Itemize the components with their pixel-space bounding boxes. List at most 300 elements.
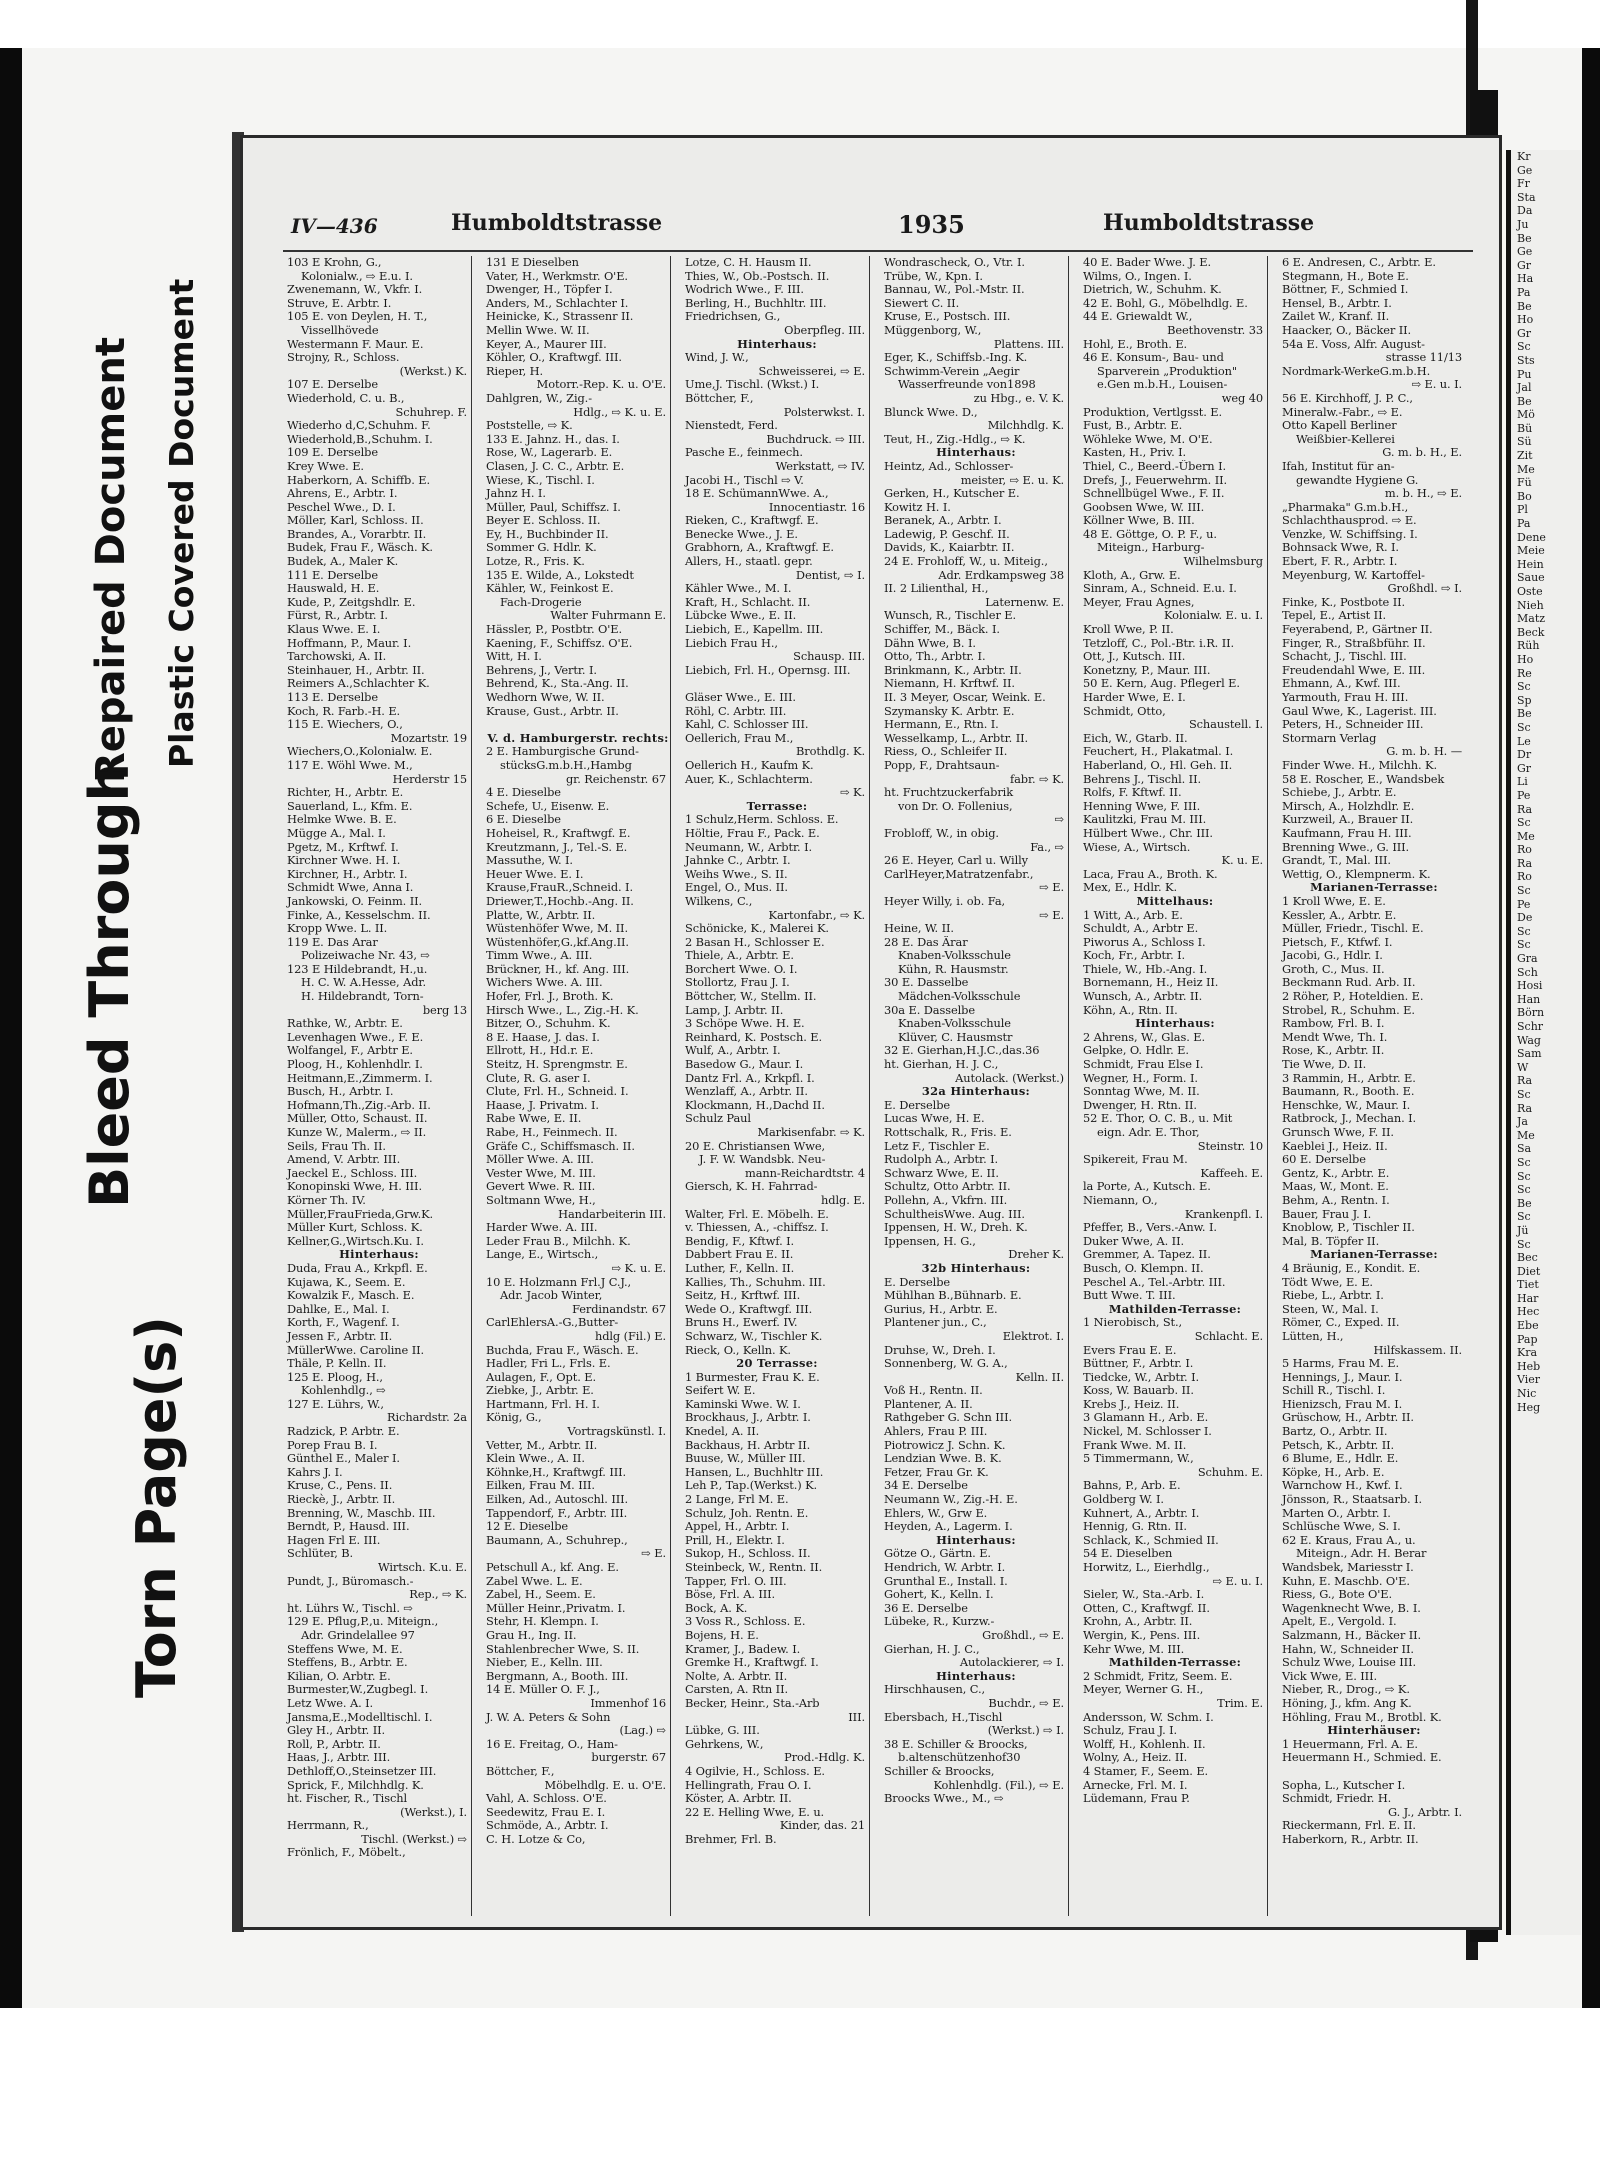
directory-entry: Richter, H., Arbtr. E. — [287, 786, 404, 800]
next-page-fragment: Sc — [1517, 1210, 1531, 1224]
directory-entry: Vater, H., Werkmstr. O'E. — [486, 269, 628, 283]
directory-entry: Rep., ⇨ K. — [409, 1588, 467, 1602]
directory-entry: Gelpke, O. Hdlr. E. — [1083, 1044, 1189, 1058]
directory-entry: Rabe, H., Feinmech. II. — [486, 1126, 618, 1139]
directory-entry: 4 Bräunig, E., Kondit. E. — [1282, 1261, 1421, 1275]
directory-entry: J. W. A. Peters & Sohn — [486, 1710, 611, 1724]
street-name-right: Humboldtstrasse — [1103, 210, 1315, 236]
directory-entry: Brinkmann, K., Arbtr. II. — [884, 663, 1022, 677]
directory-entry: Lübcke Wwe., E. II. — [685, 609, 797, 623]
directory-entry: 54 E. Dieselben — [1083, 1547, 1173, 1561]
directory-entry: 3 Rammin, H., Arbtr. E. — [1282, 1071, 1416, 1085]
directory-entry: Bannau, W., Pol.-Mstr. II. — [884, 283, 1025, 297]
directory-entry: Adr. Grindelallee 97 — [301, 1628, 415, 1642]
next-page-fragment: Ra — [1517, 1101, 1533, 1115]
directory-entry: meister, ⇨ E. u. K. — [960, 473, 1064, 487]
directory-entry: G. m. b. H. — — [1386, 745, 1462, 759]
directory-entry: Ott, J., Kutsch. III. — [1083, 650, 1186, 664]
section-heading: Hinterhaus: — [936, 1533, 1016, 1547]
section-heading: 20 Terrasse: — [736, 1357, 818, 1371]
directory-entry: Schulz, Frau J. I. — [1083, 1724, 1178, 1738]
next-page-fragment: Gra — [1517, 952, 1538, 966]
directory-entry: Ahlers, Frau P. III. — [884, 1425, 988, 1439]
directory-entry: Wilkens, C., — [685, 894, 753, 908]
directory-entry: Buchdruck. ⇨ III. — [766, 432, 865, 446]
next-page-fragment: Han — [1517, 992, 1541, 1006]
directory-entry: ⇨ K. u. E. — [611, 1261, 666, 1275]
directory-entry: Walter Fuhrmann E. — [550, 609, 666, 623]
directory-entry: Schulz, Joh. Rentn. E. — [685, 1506, 809, 1520]
directory-entry: Schulz Wwe, Louise III. — [1282, 1656, 1416, 1670]
directory-entry: Pundt, J., Büromasch.- — [287, 1574, 414, 1588]
directory-entry: H. Hildebrandt, Torn- — [301, 990, 424, 1004]
directory-entry: Schlacht. E. — [1194, 1329, 1263, 1343]
next-page-fragment: Bü — [1517, 421, 1533, 435]
directory-entry: 36 E. Derselbe — [884, 1601, 968, 1615]
directory-entry: 44 E. Griewaldt W., — [1083, 310, 1193, 324]
directory-entry: Schausp. III. — [793, 650, 865, 664]
directory-entry: Mex, E., Hdlr. K. — [1083, 881, 1177, 895]
directory-entry: Peschel A., Tel.-Arbtr. III. — [1083, 1275, 1226, 1289]
directory-entry: Riess, O., Schleifer II. — [884, 745, 1008, 759]
directory-entry: Kuhn, E. Maschb. O'E. — [1282, 1574, 1410, 1588]
directory-entry: Wede O., Kraftwgf. III. — [685, 1302, 813, 1316]
directory-entry: Clute, Frl. H., Schneid. I. — [486, 1085, 629, 1099]
next-page-fragment: Sc — [1517, 924, 1531, 938]
directory-entry: Bergmann, A., Booth. III. — [486, 1669, 629, 1683]
directory-entry: stücksG.m.b.H.,Hambg — [500, 758, 632, 772]
directory-entry: J. F. W. Wandsbk. Neu- — [699, 1153, 826, 1167]
directory-entry: Goobsen Wwe, W. III. — [1083, 500, 1205, 514]
directory-entry: Heuermann H., Schmied. E. — [1282, 1751, 1442, 1765]
directory-entry: Gierhan, H. J. C., — [884, 1642, 980, 1656]
directory-entry: 2 Lange, Frl M. E. — [685, 1493, 789, 1507]
directory-entry: 50 E. Kern, Aug. Pflegerl E. — [1083, 677, 1240, 691]
directory-entry: Jahnke C., Arbtr. I. — [685, 854, 791, 868]
directory-entry: 1 Kroll Wwe, E. E. — [1282, 894, 1386, 908]
column-1 — [283, 256, 472, 1916]
directory-entry: Knaben-Volksschule — [898, 949, 1011, 963]
directory-entry: ⇨ E. — [1039, 908, 1064, 922]
directory-entry: ht. Gierhan, H. J. C., — [884, 1058, 999, 1072]
directory-entry: ⇨ E. — [1039, 881, 1064, 895]
directory-entry: Prod.-Hdlg. K. — [784, 1751, 865, 1765]
directory-entry: 6 Blume, E., Hdlr. E. — [1282, 1452, 1399, 1466]
directory-entry: Kelln. II. — [1015, 1370, 1064, 1384]
directory-entry: Seedewitz, Frau E. I. — [486, 1805, 606, 1819]
directory-entry: 2 E. Hamburgische Grund- — [486, 745, 639, 759]
directory-entry: Bahns, P., Arb. E. — [1083, 1479, 1181, 1493]
directory-entry: Müller,FrauFrieda,Grw.K. — [287, 1207, 434, 1221]
directory-entry: Haberkorn, A. Schiffb. E. — [287, 473, 431, 487]
directory-entry: Adr. Jacob Winter, — [500, 1289, 603, 1303]
directory-entry: Wodrich Wwe., F. III. — [685, 283, 804, 297]
next-page-fragment: Fü — [1517, 476, 1532, 490]
directory-entry: Götze O., Gärtn. E. — [884, 1547, 991, 1561]
directory-entry: Röhl, C. Arbtr. III. — [685, 704, 787, 718]
directory-entry: b.altenschützenhof30 — [898, 1751, 1021, 1765]
directory-entry: Hofer, Frl. J., Broth. K. — [486, 990, 614, 1004]
next-page-fragment: Rüh — [1517, 639, 1540, 653]
directory-entry: Mühlhan B.,Bühnarb. E. — [884, 1289, 1022, 1303]
directory-entry: Müller Kurt, Schloss. K. — [287, 1221, 423, 1235]
directory-entry: Mellin Wwe. W. II. — [486, 323, 590, 337]
section-heading: V. d. Hamburgerstr. rechts: — [487, 731, 669, 745]
directory-entry: Gremmer, A. Tapez. II. — [1083, 1248, 1211, 1262]
directory-entry: CarlHeyer,Matratzenfabr., — [884, 867, 1034, 881]
directory-entry: Rabe Wwe, E. II. — [486, 1112, 582, 1126]
directory-entry: Köhn, A., Rtn. II. — [1083, 1003, 1178, 1017]
directory-entry: Köllner Wwe, B. III. — [1083, 514, 1195, 528]
directory-entry: Kallies, Th., Schuhm. III. — [685, 1275, 826, 1289]
directory-entry: Kreutzmann, J., Tel.-S. E. — [486, 840, 628, 854]
directory-entry: Gentz, K., Arbtr. E. — [1282, 1166, 1390, 1180]
next-page-fragment: Diet — [1517, 1264, 1541, 1278]
directory-entry: Ziebke, J., Arbtr. E. — [486, 1384, 594, 1398]
directory-entry: (Werkst.) ⇨ I. — [987, 1724, 1064, 1738]
directory-entry: Günthel E., Maler I. — [287, 1452, 400, 1466]
directory-entry: Oellerich, Frau M., — [685, 731, 794, 745]
directory-entry: Beckmann Rud. Arb. II. — [1282, 976, 1416, 990]
next-page-fragment: Me — [1517, 462, 1535, 476]
directory-entry: Schmidt, Otto, — [1083, 704, 1166, 718]
directory-entry: Rieper, H. — [486, 364, 543, 378]
next-page-fragment: Ra — [1517, 856, 1533, 870]
directory-entry: Haacker, O., Bäcker II. — [1282, 323, 1412, 337]
directory-entry: Schuhm. E. — [1197, 1465, 1263, 1479]
directory-entry: Wind, J. W., — [685, 351, 749, 365]
directory-entry: Kasten, H., Priv. I. — [1083, 446, 1187, 460]
directory-entry: Otten, C., Kraftwgf. II. — [1083, 1601, 1210, 1615]
directory-entry: Stollortz, Frau J. I. — [685, 976, 790, 990]
directory-entry: 3 Schöpe Wwe. H. E. — [685, 1017, 805, 1031]
next-page-fragment: W — [1517, 1060, 1529, 1074]
directory-entry: Wunsch, R., Tischler E. — [884, 609, 1017, 623]
directory-entry: Stormarn Verlag — [1282, 731, 1377, 745]
directory-entry: Piotrowicz J. Schn. K. — [884, 1438, 1006, 1452]
next-page-fragment: Da — [1517, 204, 1533, 218]
directory-entry: Plantener jun., C., — [884, 1316, 987, 1330]
directory-entry: 62 E. Kraus, Frau A., u. — [1282, 1533, 1416, 1547]
directory-entry: E. Derselbe — [884, 1275, 951, 1289]
directory-entry: gr. Reichenstr. 67 — [565, 772, 666, 786]
directory-entry: Behrens, J., Vertr. I. — [486, 663, 597, 677]
directory-entry: Produktion, Vertlgsst. E. — [1083, 405, 1222, 419]
directory-entry: Haberkorn, R., Arbtr. II. — [1282, 1832, 1419, 1846]
directory-entry: Wasserfreunde von1898 — [898, 378, 1036, 392]
directory-entry: Engel, O., Mus. II. — [685, 881, 788, 895]
next-page-fragment: Ju — [1517, 217, 1529, 231]
next-page-fragment: Sü — [1517, 435, 1532, 449]
directory-entry: Wolny, A., Heiz. II. — [1083, 1751, 1188, 1765]
directory-entry: Böse, Frl. A. III. — [685, 1588, 776, 1602]
directory-entry: Heuer Wwe. E. I. — [486, 867, 584, 881]
directory-entry: Hansen, L., Buchhltr III. — [685, 1465, 824, 1479]
directory-entry: Steffens Wwe, M. E. — [287, 1642, 403, 1656]
directory-entry: Stehr, H. Klempn. I. — [486, 1615, 599, 1629]
directory-entry: 40 E. Bader Wwe. J. E. — [1083, 256, 1212, 269]
directory-entry: Neumann W., Zig.-H. E. — [884, 1493, 1018, 1507]
directory-entry: Vester Wwe, M. III. — [486, 1166, 596, 1180]
directory-entry: Wiederho d,C,Schuhm. F. — [287, 419, 431, 433]
directory-entry: Struve, E. Arbtr. I. — [287, 296, 392, 310]
next-page-fragment: Sts — [1517, 353, 1535, 367]
directory-entry: Warnchow H., Kwf. I. — [1282, 1479, 1403, 1493]
directory-entry: Jankowski, O. Feinm. II. — [287, 894, 423, 908]
directory-entry: Wettig, O., Klempnerm. K. — [1282, 867, 1431, 881]
directory-entry: Salzmann, H., Bäcker II. — [1282, 1628, 1422, 1642]
directory-entry: G. J., Arbtr. I. — [1388, 1805, 1462, 1819]
next-page-fragment: Be — [1517, 394, 1532, 408]
directory-entry: Kaulitzki, Frau M. III. — [1083, 813, 1207, 827]
directory-entry: 125 E. Ploog, H., — [287, 1370, 383, 1384]
page-number: IV—436 — [291, 214, 378, 238]
next-page-fragment: Matz — [1517, 612, 1546, 626]
next-page-fragment: Bec — [1517, 1251, 1538, 1265]
directory-entry: Blunck Wwe. D., — [884, 405, 978, 419]
directory-entry: Möller Wwe. A. III. — [486, 1153, 594, 1167]
directory-entry: Knaben-Volksschule — [898, 1017, 1011, 1031]
directory-entry: Haas, J., Arbtr. III. — [287, 1751, 391, 1765]
next-page-fragment: Ha — [1517, 272, 1534, 286]
condition-labels — [0, 48, 230, 2008]
directory-entry: Ahrens, E., Arbtr. I. — [287, 487, 398, 501]
next-page-fragment: Heb — [1517, 1359, 1541, 1373]
directory-entry: Motorr.-Rep. K. u. O'E. — [536, 378, 666, 392]
directory-entry: Nordmark-WerkeG.m.b.H. — [1282, 364, 1431, 378]
next-page-fragment: Tiet — [1517, 1278, 1539, 1292]
directory-entry: Hirsch Wwe., L., Zig.-H. K. — [486, 1003, 639, 1017]
directory-entry: Möbelhdlg. E. u. O'E. — [544, 1778, 666, 1792]
directory-entry: Meyenburg, W. Kartoffel- — [1282, 568, 1425, 582]
directory-entry: Stegmann, H., Bote E. — [1282, 269, 1409, 283]
column-2 — [482, 256, 671, 1916]
directory-page — [240, 135, 1502, 1930]
directory-entry: Thiele, W., Hb.-Ang. I. — [1083, 962, 1208, 976]
street-name-left: Humboldtstrasse — [451, 210, 663, 236]
directory-entry: Schefe, U., Eisenw. E. — [486, 799, 610, 813]
directory-entry: Hoffmann, P., Maur. I. — [287, 636, 412, 650]
directory-entry: 56 E. Kirchhoff, J. P. C., — [1282, 391, 1413, 405]
directory-entry: Buchdr., ⇨ E. — [988, 1696, 1064, 1710]
directory-entry: Tarchowski, A. II. — [287, 650, 387, 664]
directory-entry: Trim. E. — [1217, 1696, 1263, 1710]
directory-entry: Otto Kapell Berliner — [1282, 419, 1397, 433]
directory-entry: E. Derselbe — [884, 1098, 951, 1112]
next-page-fragment: Sc — [1517, 816, 1531, 830]
directory-entry: 123 E Hildebrandt, H.,u. — [287, 962, 428, 976]
directory-entry: Witt, H. I. — [486, 650, 542, 664]
directory-entry: Grüschow, H., Arbtr. II. — [1282, 1411, 1414, 1425]
directory-entry: Kessler, A., Arbtr. E. — [1282, 908, 1397, 922]
directory-entry: Zailet W., Kranf. II. — [1282, 310, 1390, 324]
directory-entry: Peters, H., Schneider III. — [1282, 718, 1424, 732]
directory-entry: Eilken, Frau M. III. — [486, 1479, 595, 1493]
directory-entry: 4 E. Dieselbe — [486, 786, 561, 800]
directory-entry: Ippensen, H. W., Dreh. K. — [884, 1221, 1028, 1235]
directory-entry: Lüdemann, Frau P. — [1083, 1792, 1190, 1806]
directory-entry: 12 E. Dieselbe — [486, 1520, 569, 1534]
directory-entry: Massuthe, W. I. — [486, 854, 573, 868]
directory-entry: 1 Nierobisch, St., — [1083, 1316, 1183, 1330]
directory-entry: Finke, K., Postbote II. — [1282, 595, 1406, 609]
directory-entry: 2 Schmidt, Fritz, Seem. E. — [1083, 1669, 1233, 1683]
next-page-fragment: Jü — [1517, 1223, 1529, 1237]
directory-entry: Thiele, A., Arbtr. E. — [685, 949, 794, 963]
next-page-fragment: Sc — [1517, 680, 1531, 694]
directory-entry: 58 E. Roscher, E., Wandsbek — [1282, 772, 1445, 786]
directory-entry: Thies, W., Ob.-Postsch. II. — [685, 269, 830, 283]
directory-entry: II. 3 Meyer, Oscar, Weink. E. — [884, 691, 1046, 704]
directory-entry: Grau H., Ing. II. — [486, 1628, 577, 1642]
directory-entry: 20 E. Christiansen Wwe, — [685, 1139, 826, 1153]
directory-entry: Zwenemann, W., Vkfr. I. — [287, 283, 423, 297]
next-page-fragment: Sc — [1517, 1087, 1531, 1101]
directory-entry: 4 Ogilvie, H., Schloss. E. — [685, 1764, 825, 1778]
directory-entry: 133 E. Jahnz. H., das. I. — [486, 432, 620, 446]
directory-entry: Hohl, E., Broth. E. — [1083, 337, 1188, 351]
next-page-fragment: Pe — [1517, 788, 1531, 802]
directory-entry: Köster, A. Arbtr. II. — [685, 1792, 792, 1806]
directory-entry: Koch, R. Farb.-H. E. — [287, 704, 401, 718]
directory-entry: Druhse, W., Dreh. I. — [884, 1343, 996, 1357]
directory-entry: Fust, B., Arbtr. E. — [1083, 419, 1183, 433]
next-page-fragment: Sa — [1517, 1142, 1532, 1156]
directory-entry: Popp, F., Drahtsaun- — [884, 758, 1000, 772]
directory-entry: König, G., — [486, 1411, 542, 1425]
directory-entry: Beranek, A., Arbtr. I. — [884, 514, 1002, 528]
directory-entry: ⇨ E. u. I. — [1411, 378, 1462, 392]
directory-entry: Wilms, O., Ingen. I. — [1083, 269, 1192, 283]
directory-entry: 131 E Dieselben — [486, 256, 579, 269]
next-page-fragment: Ro — [1517, 843, 1532, 857]
directory-entry: 28 E. Das Ärar — [884, 935, 968, 949]
section-heading: Hinterhaus: — [936, 446, 1016, 460]
directory-entry: Haase, J. Privatm. I. — [486, 1098, 599, 1112]
next-page-fragment: Oste — [1517, 585, 1543, 598]
directory-entry: Porep Frau B. I. — [287, 1438, 378, 1452]
directory-entry: weg 40 — [1221, 391, 1263, 405]
directory-entry: Kropp Wwe. L. II. — [287, 922, 388, 936]
directory-entry: Stahlenbrecher Wwe, S. II. — [486, 1642, 640, 1656]
directory-entry: 10 E. Holzmann Frl.J C.J., — [486, 1275, 632, 1289]
directory-entry: Großhdl. ⇨ I. — [1387, 582, 1462, 596]
directory-entry: Amend, V. Arbtr. III. — [287, 1153, 401, 1167]
directory-entry: Hartmann, Frl. H. I. — [486, 1397, 600, 1411]
directory-entry: Basedow G., Maur. I. — [685, 1058, 804, 1072]
directory-entry: e.Gen m.b.H., Louisen- — [1097, 378, 1228, 392]
directory-entry: Hennig, G. Rtn. II. — [1083, 1520, 1187, 1534]
next-page-fragment: Le — [1517, 734, 1531, 748]
directory-entry: Soltmann Wwe, H., — [486, 1193, 596, 1207]
directory-entry: Schacht, J., Tischl. III. — [1282, 650, 1407, 664]
directory-entry: Klaus Wwe. E. I. — [287, 623, 381, 637]
directory-entry: Reinhard, K. Postsch. E. — [685, 1030, 822, 1044]
directory-entry: Liebich, E., Kapellm. III. — [685, 623, 824, 637]
directory-entry: Heintz, Ad., Schlosser- — [884, 459, 1014, 473]
directory-entry: Kaeblei J., Heiz. II. — [1282, 1139, 1388, 1153]
directory-entry: ⇨ K. — [840, 786, 865, 800]
directory-entry: Driewer,T.,Hochb.-Ang. II. — [486, 894, 634, 908]
directory-entry: Wiechers,O.,Kolonialw. E. — [287, 745, 433, 759]
directory-entry: 109 E. Derselbe — [287, 446, 378, 460]
directory-entry: Heinicke, K., Strassenr II. — [486, 310, 634, 324]
directory-entry: Beethovenstr. 33 — [1167, 323, 1263, 337]
directory-entry: ⇨ E. u. I. — [1212, 1574, 1263, 1588]
directory-entry: Nieber, E., Kelln. III. — [486, 1656, 603, 1670]
directory-entry: Klockmann, H.,Dachd II. — [685, 1098, 825, 1112]
next-page-fragment: Gr — [1517, 258, 1532, 272]
directory-entry: Lotze, R., Fris. K. — [486, 555, 585, 569]
directory-entry: burgerstr. 67 — [591, 1751, 666, 1765]
next-page-fragment: Saue — [1517, 571, 1545, 585]
directory-entry: Möller, Karl, Schloss. II. — [287, 514, 424, 528]
directory-entry: Arnecke, Frl. M. I. — [1083, 1778, 1188, 1792]
directory-entry: Sopha, L., Kutscher I. — [1282, 1778, 1406, 1792]
next-page-fragment: Sc — [1517, 938, 1531, 952]
directory-entry: Strobel, R., Schuhm. E. — [1282, 1003, 1415, 1017]
directory-entry: Buuse, W., Müller III. — [685, 1452, 806, 1466]
directory-entry: Behrend, K., Sta.-Ang. II. — [486, 677, 629, 691]
directory-entry: 135 E. Wilde, A., Lokstedt — [486, 568, 634, 582]
directory-entry: Hennings, J., Maur. I. — [1282, 1370, 1403, 1384]
directory-entry: Römer, C., Exped. II. — [1282, 1316, 1400, 1330]
directory-entry: v. Thiessen, A., -chiffsz. I. — [685, 1221, 829, 1235]
directory-entry: Brothdlg. K. — [796, 745, 865, 759]
directory-entry: Oberpfleg. III. — [784, 323, 865, 337]
directory-entry: Handarbeiterin III. — [558, 1207, 666, 1221]
next-page-fragment: Be — [1517, 231, 1532, 245]
directory-entry: Bartz, O., Arbtr. II. — [1282, 1425, 1388, 1439]
directory-entry: Schill R., Tischl. I. — [1282, 1384, 1386, 1398]
directory-entry: Kolonialw. E. u. I. — [1164, 609, 1263, 623]
directory-entry: Höltie, Frau F., Pack. E. — [685, 826, 820, 840]
directory-entry: Köhler, O., Kraftwgf. III. — [486, 351, 622, 365]
directory-entry: Lange, E., Wirtsch., — [486, 1248, 599, 1262]
directory-entry: Andersson, W. Schm. I. — [1083, 1710, 1214, 1724]
directory-entry: Krankenpfl. I. — [1184, 1207, 1263, 1221]
directory-entry: Wergin, K., Pens. III. — [1083, 1628, 1201, 1642]
directory-entry: m. b. H., ⇨ E. — [1384, 487, 1462, 501]
directory-entry: Kraft, H., Schlacht. II. — [685, 595, 811, 609]
directory-entry: Evers Frau E. E. — [1083, 1343, 1177, 1357]
next-page-fragment: Sc — [1517, 1237, 1531, 1251]
directory-entry: Baumann, R., Booth. E. — [1282, 1085, 1415, 1099]
directory-entry: Schiffer, M., Bäck. I. — [884, 623, 1000, 637]
directory-entry: Koch, Fr., Arbtr. I. — [1083, 949, 1186, 963]
directory-entry: Dabbert Frau E. II. — [685, 1248, 794, 1262]
directory-entry: Brandes, A., Vorarbtr. II. — [287, 527, 427, 541]
directory-entry: Kahrs J. I. — [287, 1465, 343, 1479]
directory-entry: Zabel, H., Seem. E. — [486, 1588, 596, 1602]
directory-entry: Jansma,E.,Modelltischl. I. — [287, 1710, 433, 1724]
directory-entry: Liebich Frau H., — [685, 636, 778, 650]
directory-entry: Schweisserei, ⇨ E. — [758, 364, 865, 378]
directory-entry: Ebersbach, H.,Tischl — [884, 1710, 1003, 1724]
directory-entry: Krause, Gust., Arbtr. II. — [486, 704, 619, 718]
directory-entry: Pollehn, A., Vkfrn. III. — [884, 1193, 1008, 1207]
directory-entry: Dietrich, W., Schuhm. K. — [1083, 283, 1222, 297]
directory-entry: Behm, A., Rentn. I. — [1282, 1193, 1390, 1207]
directory-entry: Siewert C. II. — [884, 296, 960, 310]
directory-entry: Leder Frau B., Milchh. K. — [486, 1234, 631, 1248]
next-page-fragment: Kr — [1517, 150, 1531, 163]
directory-entry: Autolack. (Werkst.) — [955, 1071, 1064, 1085]
next-page-fragment: Pe — [1517, 897, 1531, 911]
directory-entry: 5 Timmermann, W., — [1083, 1452, 1194, 1466]
directory-entry: Neumann, W., Arbtr. I. — [685, 840, 813, 854]
directory-entry: Kruse, C., Pens. II. — [287, 1479, 393, 1493]
